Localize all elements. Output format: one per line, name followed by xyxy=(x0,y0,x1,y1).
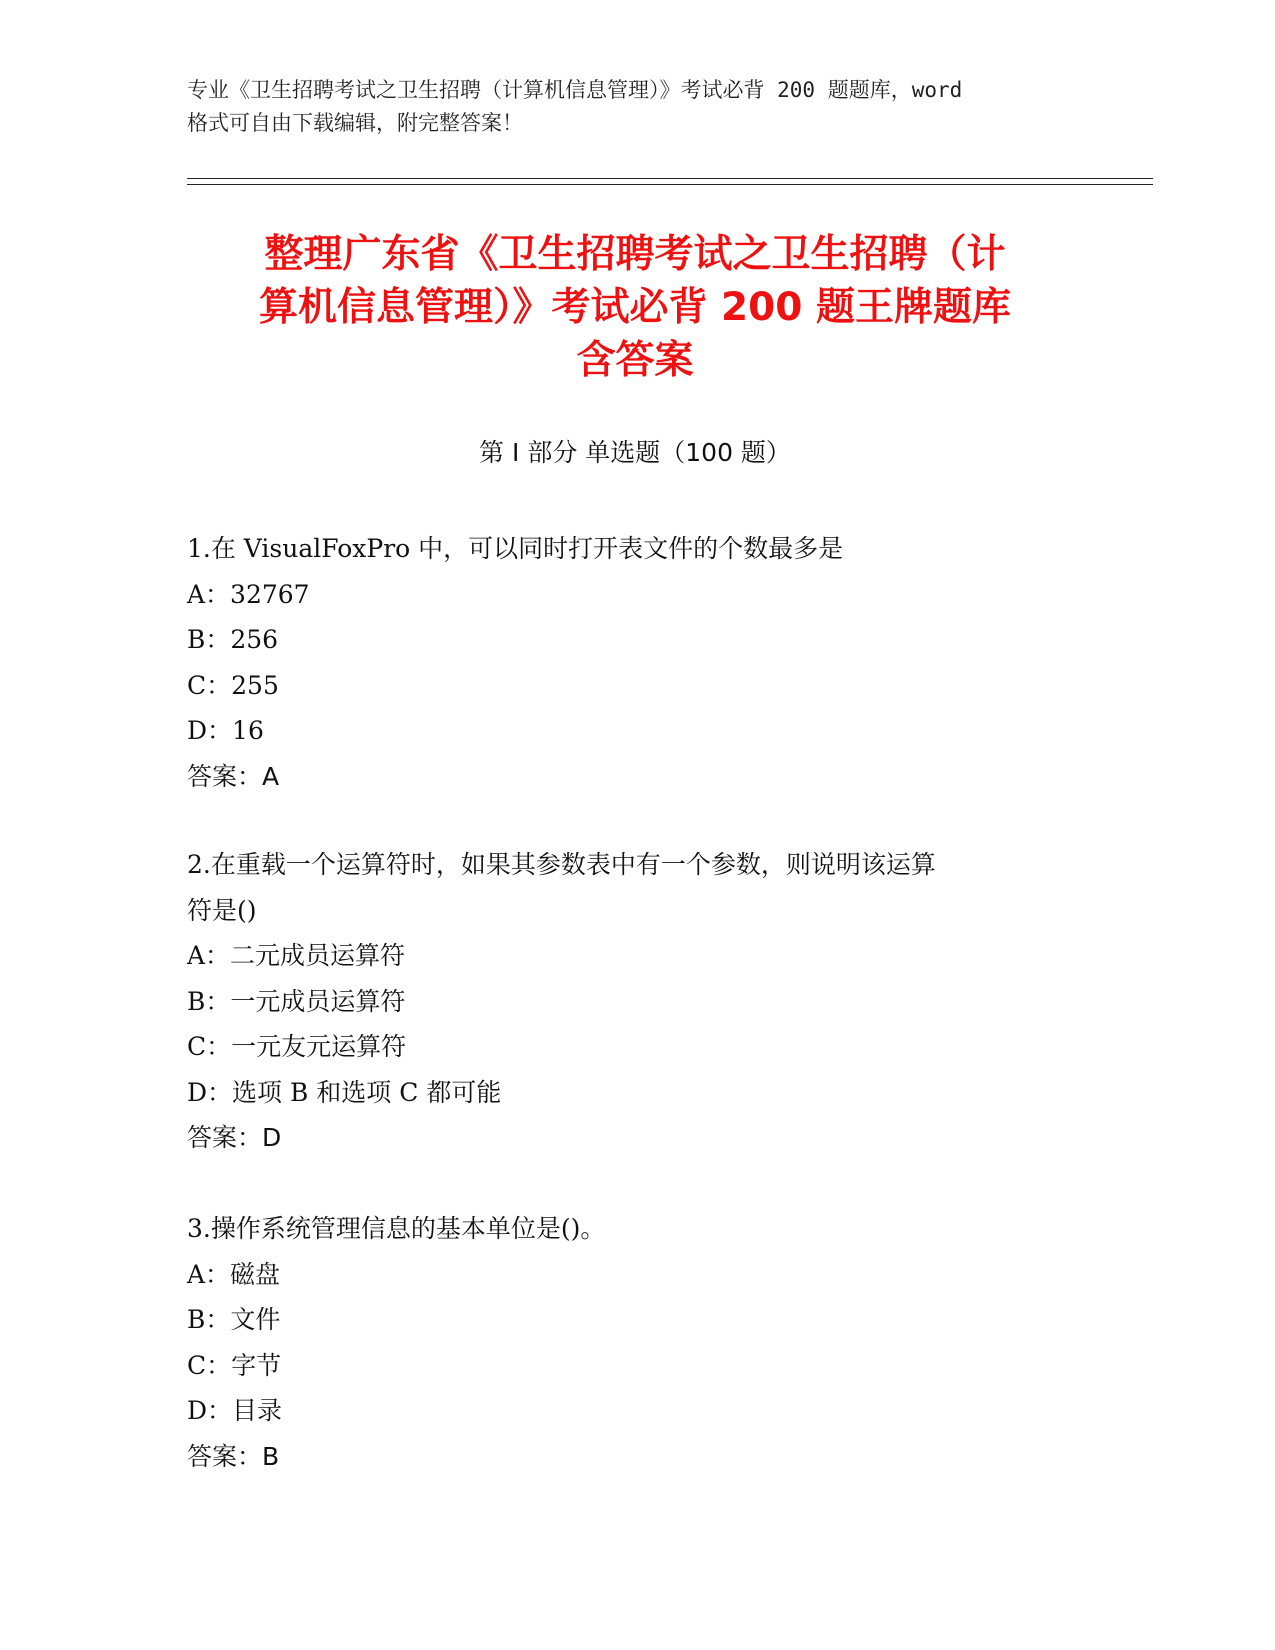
question-stem: 1.在 VisualFoxPro 中，可以同时打开表文件的个数最多是 xyxy=(187,534,844,563)
document-title-line-1: 整理广东省《卫生招聘考试之卫生招聘（计 xyxy=(264,232,1006,277)
header-divider-top xyxy=(187,178,1153,179)
section-title: 第 I 部分 单选题（100 题） xyxy=(479,438,791,467)
option-b: B：文件 xyxy=(187,1305,281,1334)
question-2 xyxy=(187,842,1087,1161)
header-note-line-2: 格式可自由下载编辑，附完整答案！ xyxy=(187,111,523,135)
option-d: D：选项 B 和选项 C 都可能 xyxy=(187,1077,502,1107)
answer-line: 答案：A xyxy=(187,761,280,791)
document-title xyxy=(140,228,1130,387)
option-a: A：二元成员运算符 xyxy=(187,941,406,970)
answer-line: 答案：D xyxy=(187,1123,282,1152)
option-c: C：一元友元运算符 xyxy=(187,1032,407,1061)
option-b: B：256 xyxy=(187,625,279,654)
option-d: D：16 xyxy=(187,716,264,745)
option-d: D：目录 xyxy=(187,1396,283,1425)
option-a: A：32767 xyxy=(187,579,310,609)
answer-line: 答案：B xyxy=(187,1441,280,1471)
question-stem-continued: 符是() xyxy=(187,895,257,925)
option-c: C：字节 xyxy=(187,1350,282,1380)
option-c: C：255 xyxy=(187,670,279,700)
header-divider-bottom xyxy=(187,184,1153,185)
header-note-line-1: 专业《卫生招聘考试之卫生招聘（计算机信息管理）》考试必背 200 题题库，word xyxy=(187,78,963,102)
question-stem: 3.操作系统管理信息的基本单位是()。 xyxy=(187,1214,606,1243)
option-b: B：一元成员运算符 xyxy=(187,986,406,1016)
document-title-line-2: 算机信息管理）》考试必背 200 题王牌题库 xyxy=(258,285,1012,330)
header-note xyxy=(187,74,1087,140)
document-title-line-3: 含答案 xyxy=(576,338,694,383)
question-1 xyxy=(187,526,1087,799)
question-3 xyxy=(187,1206,1087,1479)
option-a: A：磁盘 xyxy=(187,1259,281,1289)
question-stem: 2.在重载一个运算符时，如果其参数表中有一个参数，则说明该运算 xyxy=(187,850,936,879)
